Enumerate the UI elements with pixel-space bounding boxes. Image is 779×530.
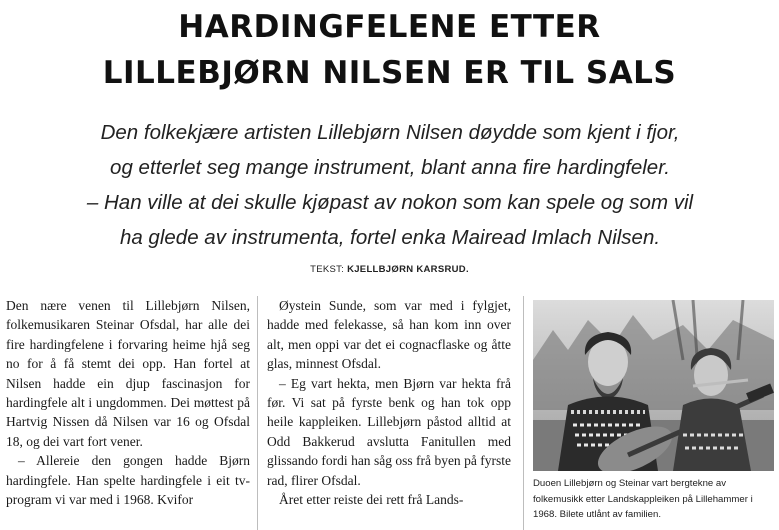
body-paragraph: Øystein Sunde, som var med i fylgjet, hadde med felekasse, så han kom inn over alt, men oppi var det ei cognacflaske og åtte glas, minnest Ofsdal. [267, 298, 511, 372]
byline [0, 264, 779, 275]
body-paragraph: Den nære venen til Lillebjørn Nilsen, folkemusikaren Steinar Ofsdal, har alle dei fire hardingfelene i forvaring heime hjå seg no for å få stemt dei opp. Han fortel at Nilsen hadde ein djup fascinasjon for hardingfele alt i ungdommen. Dei møttest på Hartvig Nissen då Nilsen var 16 og Ofsdal 18, og dei vart fort vener. [6, 298, 250, 449]
body-column-2 [267, 296, 511, 509]
photo-illustration [533, 300, 774, 471]
body-paragraph: – Eg vart hekta, men Bjørn var hekta frå før. Vi sat på fyrste benk og han tok opp heile kappleiken. Lillebjørn påstod alltid at Odd Bakkerud avslutta Fanitullen med glissando fordi han såg oss frå byen på fyrste rad, flirer Ofsdal. [267, 375, 511, 488]
body-paragraph: Året etter reiste dei rett frå Lands- [279, 492, 464, 508]
byline-author: KJELLBJØRN KARSRUD. [347, 264, 469, 275]
title-line-1: HARDINGFELENE ETTER [178, 9, 601, 45]
column-divider-1 [257, 296, 258, 530]
title-line-2: LILLEBJØRN NILSEN ER TIL SALS [102, 55, 677, 91]
byline-label: TEKST: [310, 264, 348, 275]
article-title [0, 4, 779, 96]
body-column-1 [6, 296, 250, 509]
duo-photo [533, 300, 774, 471]
column-divider-2 [523, 296, 524, 530]
lead-paragraph [40, 115, 740, 255]
lead-line-4: ha glede av instrumenta, fortel enka Mairead Imlach Nilsen. [119, 226, 661, 249]
lead-line-1: Den folkekjære artisten Lillebjørn Nilsen døydde som kjent i fjor, [100, 121, 680, 144]
photo-caption: Duoen Lillebjørn og Steinar vart bergtekne av folkemusikk etter Landskappleiken på Lillehammer i 1968. Bilete utlånt av familien. [533, 478, 753, 521]
lead-line-2: og etterlet seg mange instrument, blant anna fire hardingfeler. [110, 156, 670, 179]
body-paragraph: – Allereie den gongen hadde Bjørn hardingfele. Han spelte hardingfele i eit tv-program vi var med i 1968. Kvifor [6, 453, 250, 508]
lead-line-3: – Han ville at dei skulle kjøpast av nokon som kan spele og som vil [86, 191, 694, 214]
